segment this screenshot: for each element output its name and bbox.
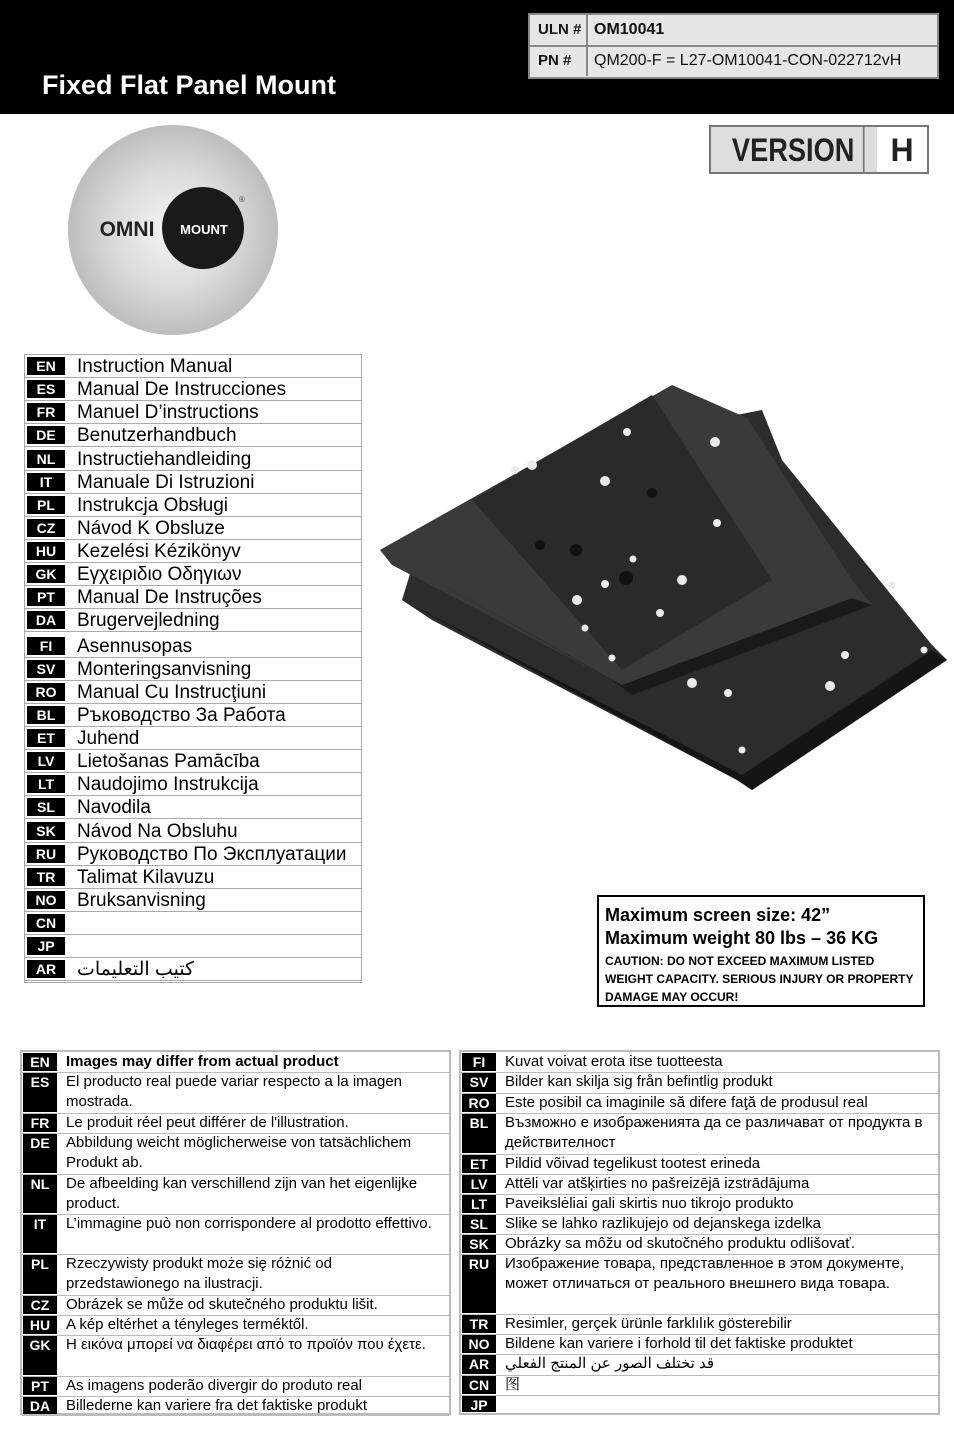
disclaimer-code: SL (462, 1215, 496, 1233)
disclaimer-text: Billederne kan variere fra det faktiske produkt (66, 1397, 367, 1414)
language-code: LT (27, 775, 65, 793)
language-title: Naudojimo Instrukcija (77, 774, 259, 795)
id-box (528, 13, 939, 79)
language-list (24, 354, 362, 983)
disclaimer-code: NL (23, 1175, 57, 1213)
disclaimer-text: Obrázky sa môžu od skutočného produktu odlišovať. (505, 1235, 855, 1252)
language-title: Manuel D’instructions (77, 402, 259, 423)
language-row (25, 889, 361, 912)
language-code: HU (27, 542, 65, 560)
language-title: Instruction Manual (77, 356, 233, 377)
disclaimer-row (461, 1254, 938, 1315)
language-code: JP (27, 937, 65, 955)
logo-text-mount: MOUNT (180, 222, 228, 237)
disclaimer-row (461, 1174, 938, 1195)
disclaimer-code: HU (23, 1316, 57, 1334)
language-title: Kezelési Kézikönyv (77, 541, 241, 562)
disclaimer-text: Obrázek se může od skutečného produktu lišit. (66, 1296, 378, 1313)
language-title: Instructiehandleiding (77, 449, 252, 470)
disclaimer-code: SK (462, 1235, 496, 1253)
language-row (25, 635, 361, 658)
disclaimer-row (461, 1354, 938, 1376)
language-title: Ръководство За Работа (77, 705, 286, 726)
language-row (25, 912, 361, 935)
omnimount-logo (67, 124, 279, 336)
language-title: Εγχειριδιο Οδηγιων (77, 564, 242, 585)
weight-limit-box (597, 895, 925, 1007)
language-code: AR (27, 960, 65, 978)
language-row (25, 658, 361, 681)
disclaimer-row (461, 1234, 938, 1255)
disclaimer-text: Images may differ from actual product (66, 1053, 339, 1070)
language-title: Návod K Obsluze (77, 518, 225, 539)
disclaimer-row (22, 1214, 449, 1255)
disclaimer-row (22, 1376, 449, 1397)
logo-text-omni: OMNI (99, 218, 155, 241)
pn-label: PN # (530, 46, 588, 76)
disclaimer-code: ES (23, 1073, 57, 1112)
language-title: Asennusopas (77, 636, 193, 657)
disclaimer-code: IT (23, 1215, 57, 1253)
disclaimer-table-left (20, 1050, 451, 1415)
language-title: Navodila (77, 797, 151, 818)
disclaimer-row (461, 1334, 938, 1355)
language-row (25, 750, 361, 773)
disclaimer-code: BL (462, 1114, 496, 1153)
product-image (372, 350, 954, 860)
disclaimer-code: RU (462, 1255, 496, 1313)
disclaimer-row (22, 1072, 449, 1114)
language-code: DE (27, 426, 65, 444)
disclaimer-text: A kép eltérhet a tényleges terméktől. (66, 1316, 309, 1333)
language-row (25, 494, 361, 517)
language-code: NO (27, 891, 65, 909)
disclaimer-code: EN (23, 1053, 57, 1071)
language-code: NL (27, 450, 65, 468)
language-code: FI (27, 637, 65, 655)
disclaimer-row (461, 1214, 938, 1235)
disclaimer-code: CN (462, 1376, 496, 1394)
language-row (25, 609, 361, 632)
disclaimer-code: FR (23, 1114, 57, 1132)
disclaimer-row (22, 1335, 449, 1377)
disclaimer-row (461, 1154, 938, 1175)
language-row (25, 355, 361, 378)
disclaimer-code: AR (462, 1355, 496, 1374)
disclaimer-row (461, 1314, 938, 1335)
disclaimer-text: Η εικόνα μπορεί να διαφέρει από το προϊόν που έχετε. (66, 1336, 426, 1353)
disclaimer-row (461, 1052, 938, 1073)
disclaimer-code: LV (462, 1175, 496, 1193)
language-title: Manual De Instruções (77, 587, 262, 608)
disclaimer-code: PT (23, 1377, 57, 1395)
disclaimer-text: Slike se lahko razlikujejo od dejanskega izdelka (505, 1215, 822, 1232)
language-code: PL (27, 496, 65, 514)
language-code: PT (27, 588, 65, 606)
disclaimer-code: JP (462, 1396, 496, 1412)
version-box (709, 125, 929, 174)
language-code: TR (27, 868, 65, 886)
disclaimer-code: CZ (23, 1296, 57, 1314)
language-title: Manuale Di Istruzioni (77, 472, 255, 493)
language-code: CZ (27, 519, 65, 537)
language-title: Manual De Instrucciones (77, 379, 287, 400)
language-row (25, 704, 361, 727)
logo-registered-mark: ® (239, 195, 245, 204)
page-title: Fixed Flat Panel Mount (42, 70, 337, 100)
disclaimer-code: ET (462, 1155, 496, 1173)
language-title: Benutzerhandbuch (77, 425, 237, 446)
disclaimer-row (461, 1375, 938, 1396)
caution-text: CAUTION: DO NOT EXCEED MAXIMUM LISTED WEIGHT CAPACITY. SERIOUS INJURY OR PROPERTY DAMAGE MAY OCCUR! (605, 954, 914, 1004)
language-code: RO (27, 683, 65, 701)
language-row (25, 727, 361, 750)
language-code: LV (27, 752, 65, 770)
disclaimer-row (22, 1133, 449, 1175)
disclaimer-row (461, 1093, 938, 1114)
language-code: BL (27, 706, 65, 724)
disclaimer-code: RO (462, 1094, 496, 1112)
disclaimer-text: Възможно е изображенията да се различават от продукта в действителност (505, 1114, 923, 1151)
language-title: كتيب التعليمات (77, 959, 195, 980)
language-code: GK (27, 565, 65, 583)
pn-value: QM200-F = L27-OM10041-CON-022712vH (594, 52, 902, 69)
disclaimer-row (22, 1396, 449, 1416)
language-title: Juhend (77, 728, 140, 749)
disclaimer-code: PL (23, 1255, 57, 1294)
disclaimer-row (461, 1072, 938, 1094)
language-row (25, 448, 361, 471)
language-row (25, 820, 361, 843)
language-code: FR (27, 403, 65, 421)
language-code: RU (27, 845, 65, 863)
disclaimer-row (22, 1113, 449, 1134)
language-title: Manual Cu Instrucţiuni (77, 682, 267, 703)
uln-row (530, 15, 937, 47)
language-code: SV (27, 660, 65, 678)
language-code: EN (27, 357, 65, 375)
uln-label: ULN # (530, 15, 588, 45)
disclaimer-row (22, 1315, 449, 1336)
pn-row (530, 46, 937, 76)
disclaimer-text: Bilder kan skilja sig från befintlig produkt (505, 1073, 773, 1090)
language-title: Bruksanvisning (77, 890, 206, 911)
language-code: IT (27, 473, 65, 491)
language-row (25, 378, 361, 401)
disclaimer-text: Paveikslėliai gali skirtis nuo tikrojo produkto (505, 1195, 794, 1212)
disclaimer-text: Pildid võivad tegelikust tootest erineda (505, 1155, 761, 1172)
language-code: ES (27, 380, 65, 398)
disclaimer-code: SV (462, 1073, 496, 1092)
language-code: ET (27, 729, 65, 747)
language-row (25, 796, 361, 819)
disclaimer-table-right (459, 1050, 940, 1415)
language-title: Instrukcja Obsługi (77, 495, 229, 516)
language-row (25, 935, 361, 958)
disclaimer-row (461, 1113, 938, 1155)
disclaimer-text: L’immagine può non corrispondere al prodotto effettivo. (66, 1215, 432, 1232)
disclaimer-text: El producto real puede variar respecto a la imagen mostrada. (66, 1073, 403, 1110)
language-title: Lietošanas Pamācība (77, 751, 260, 772)
disclaimer-row (461, 1395, 938, 1414)
language-row (25, 401, 361, 424)
max-screen-size: Maximum screen size: 42” (605, 905, 831, 925)
disclaimer-code: DA (23, 1397, 57, 1414)
language-row (25, 866, 361, 889)
disclaimer-code: GK (23, 1336, 57, 1375)
disclaimer-code: TR (462, 1315, 496, 1333)
disclaimer-row (22, 1052, 449, 1073)
disclaimer-text: Abbildung weicht möglicherweise von tatsächlichem Produkt ab. (66, 1134, 412, 1171)
language-code: SK (27, 822, 65, 840)
language-row (25, 471, 361, 494)
disclaimer-row (22, 1174, 449, 1215)
language-title: Talimat Kilavuzu (77, 867, 215, 888)
disclaimer-text: قد تختلف الصور عن المنتج الفعلي (505, 1355, 715, 1372)
language-row (25, 540, 361, 563)
disclaimer-text: Resimler, gerçek ürünle farklılık gösterebilir (505, 1315, 792, 1332)
disclaimer-code: FI (462, 1053, 496, 1071)
disclaimer-row (22, 1295, 449, 1316)
disclaimer-text: Изображение товара, представленное в этом документе, может отличаться от реального внешнего вида товара. (505, 1255, 905, 1292)
disclaimer-row (22, 1254, 449, 1296)
max-weight: Maximum weight 80 lbs – 36 KG (605, 928, 879, 948)
language-row (25, 517, 361, 540)
uln-value: OM10041 (594, 21, 665, 38)
language-title: Monteringsanvisning (77, 659, 252, 680)
disclaimer-text: Attēli var atšķirties no pašreizējā izstrādājuma (505, 1175, 810, 1192)
disclaimer-text: Le produit réel peut différer de l'illustration. (66, 1114, 349, 1131)
disclaimer-text: 图 (505, 1376, 521, 1393)
disclaimer-code: LT (462, 1195, 496, 1213)
language-code: SL (27, 798, 65, 816)
language-row (25, 586, 361, 609)
language-row (25, 773, 361, 796)
language-title: Návod Na Obsluhu (77, 821, 238, 842)
disclaimer-text: Bildene kan variere i forhold til det faktiske produktet (505, 1335, 853, 1352)
version-label: VERSION (723, 127, 864, 172)
disclaimer-code: NO (462, 1335, 496, 1353)
language-code: CN (27, 914, 65, 932)
language-row (25, 958, 361, 981)
disclaimer-text: Rzeczywisty produkt może się różnić od przedstawionego na ilustracji. (66, 1255, 332, 1292)
disclaimer-row (461, 1194, 938, 1215)
language-row (25, 563, 361, 586)
language-title: Руководство По Эксплуатации (77, 844, 347, 865)
language-title: Brugervejledning (77, 610, 220, 631)
disclaimer-text: As imagens poderão divergir do produto real (66, 1377, 363, 1394)
version-value: H (877, 127, 927, 172)
disclaimer-text: De afbeelding kan verschillend zijn van het eigenlijke product. (66, 1175, 418, 1212)
language-row (25, 681, 361, 704)
language-row (25, 424, 361, 447)
disclaimer-code: DE (23, 1134, 57, 1173)
disclaimer-text: Kuvat voivat erota itse tuotteesta (505, 1053, 723, 1070)
language-code: DA (27, 611, 65, 629)
disclaimer-text: Este posibil ca imaginile să difere faţă de produsul real (505, 1094, 868, 1111)
language-row (25, 843, 361, 866)
